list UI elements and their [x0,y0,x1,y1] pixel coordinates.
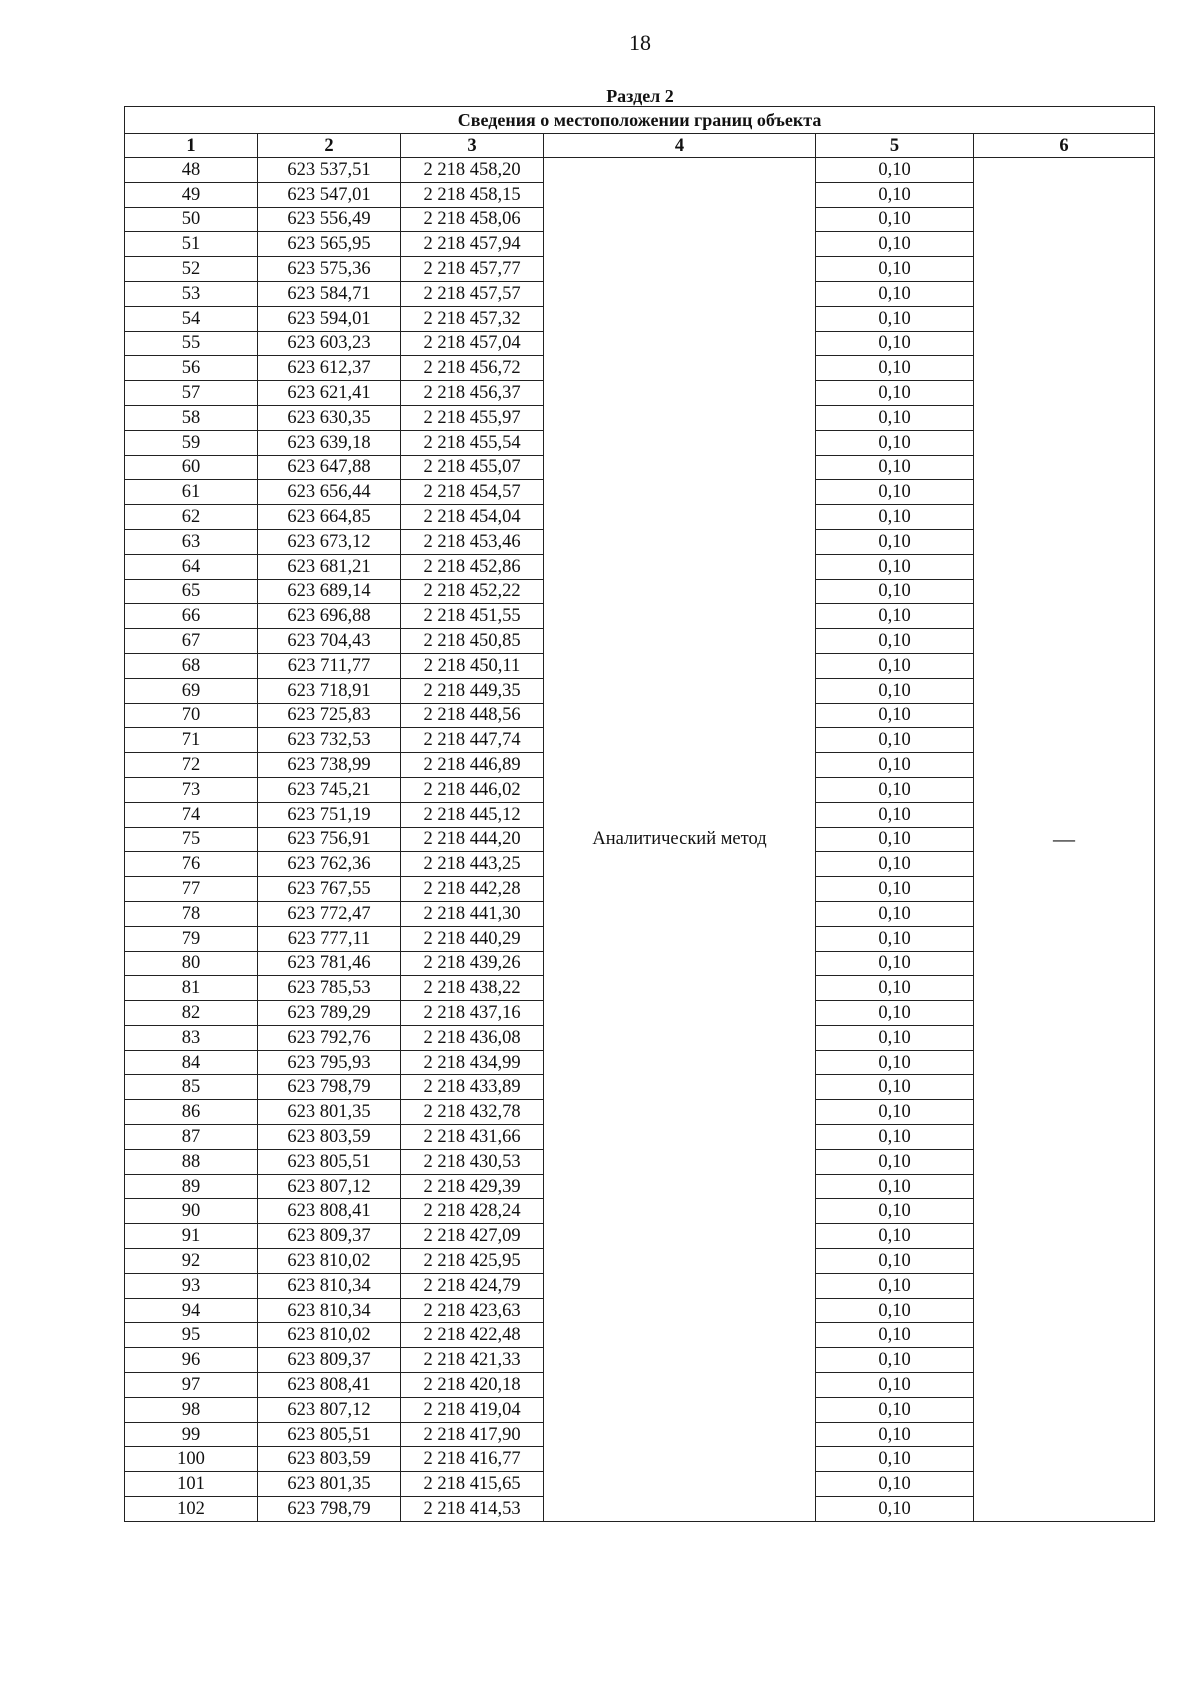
accuracy-cell: 0,10 [816,1323,974,1348]
x-coordinate-cell: 623 537,51 [258,158,401,183]
y-coordinate-cell: 2 218 452,22 [401,579,544,604]
y-coordinate-cell: 2 218 452,86 [401,554,544,579]
accuracy-cell: 0,10 [816,777,974,802]
x-coordinate-cell: 623 808,41 [258,1199,401,1224]
x-coordinate-cell: 623 584,71 [258,281,401,306]
accuracy-cell: 0,10 [816,1174,974,1199]
accuracy-cell: 0,10 [816,653,974,678]
x-coordinate-cell: 623 772,47 [258,901,401,926]
y-coordinate-cell: 2 218 457,04 [401,331,544,356]
accuracy-cell: 0,10 [816,703,974,728]
point-number-cell: 79 [125,926,258,951]
section-title: Раздел 2 [606,86,674,106]
point-number-cell: 63 [125,529,258,554]
x-coordinate-cell: 623 575,36 [258,257,401,282]
accuracy-cell: 0,10 [816,1025,974,1050]
accuracy-cell: 0,10 [816,331,974,356]
point-number-cell: 65 [125,579,258,604]
y-coordinate-cell: 2 218 454,57 [401,480,544,505]
accuracy-cell: 0,10 [816,1125,974,1150]
point-number-cell: 91 [125,1224,258,1249]
y-coordinate-cell: 2 218 450,11 [401,653,544,678]
accuracy-cell: 0,10 [816,505,974,530]
accuracy-cell: 0,10 [816,207,974,232]
x-coordinate-cell: 623 798,79 [258,1075,401,1100]
accuracy-cell: 0,10 [816,678,974,703]
x-coordinate-cell: 623 762,36 [258,852,401,877]
x-coordinate-cell: 623 810,02 [258,1323,401,1348]
y-coordinate-cell: 2 218 447,74 [401,728,544,753]
x-coordinate-cell: 623 809,37 [258,1348,401,1373]
y-coordinate-cell: 2 218 425,95 [401,1249,544,1274]
accuracy-cell: 0,10 [816,976,974,1001]
point-number-cell: 59 [125,430,258,455]
y-coordinate-cell: 2 218 445,12 [401,802,544,827]
y-coordinate-cell: 2 218 429,39 [401,1174,544,1199]
x-coordinate-cell: 623 798,79 [258,1497,401,1522]
y-coordinate-cell: 2 218 427,09 [401,1224,544,1249]
accuracy-cell: 0,10 [816,1273,974,1298]
column-number-2: 2 [258,134,401,158]
x-coordinate-cell: 623 621,41 [258,381,401,406]
point-number-cell: 82 [125,1001,258,1026]
table-row [125,158,1155,183]
accuracy-cell: 0,10 [816,877,974,902]
accuracy-cell: 0,10 [816,1100,974,1125]
y-coordinate-cell: 2 218 455,54 [401,430,544,455]
y-coordinate-cell: 2 218 420,18 [401,1373,544,1398]
point-number-cell: 75 [125,827,258,852]
y-coordinate-cell: 2 218 419,04 [401,1397,544,1422]
point-number-cell: 49 [125,182,258,207]
y-coordinate-cell: 2 218 431,66 [401,1125,544,1150]
y-coordinate-cell: 2 218 455,97 [401,405,544,430]
x-coordinate-cell: 623 547,01 [258,182,401,207]
y-coordinate-cell: 2 218 434,99 [401,1050,544,1075]
point-number-cell: 71 [125,728,258,753]
point-number-cell: 97 [125,1373,258,1398]
accuracy-cell: 0,10 [816,1447,974,1472]
x-coordinate-cell: 623 810,02 [258,1249,401,1274]
point-number-cell: 96 [125,1348,258,1373]
column-number-6: 6 [974,134,1155,158]
y-coordinate-cell: 2 218 456,72 [401,356,544,381]
x-coordinate-cell: 623 751,19 [258,802,401,827]
point-number-cell: 56 [125,356,258,381]
accuracy-cell: 0,10 [816,232,974,257]
point-number-cell: 89 [125,1174,258,1199]
x-coordinate-cell: 623 801,35 [258,1100,401,1125]
y-coordinate-cell: 2 218 457,94 [401,232,544,257]
point-number-cell: 73 [125,777,258,802]
x-coordinate-cell: 623 656,44 [258,480,401,505]
accuracy-cell: 0,10 [816,158,974,183]
y-coordinate-cell: 2 218 424,79 [401,1273,544,1298]
point-number-cell: 86 [125,1100,258,1125]
point-number-cell: 50 [125,207,258,232]
y-coordinate-cell: 2 218 446,02 [401,777,544,802]
x-coordinate-cell: 623 711,77 [258,653,401,678]
column-number-row [125,134,1155,158]
column-number-4: 4 [544,134,816,158]
accuracy-cell: 0,10 [816,356,974,381]
accuracy-cell: 0,10 [816,281,974,306]
x-coordinate-cell: 623 785,53 [258,976,401,1001]
y-coordinate-cell: 2 218 454,04 [401,505,544,530]
point-number-cell: 74 [125,802,258,827]
y-coordinate-cell: 2 218 457,32 [401,306,544,331]
x-coordinate-cell: 623 673,12 [258,529,401,554]
y-coordinate-cell: 2 218 422,48 [401,1323,544,1348]
point-number-cell: 72 [125,753,258,778]
point-number-cell: 94 [125,1298,258,1323]
y-coordinate-cell: 2 218 417,90 [401,1422,544,1447]
x-coordinate-cell: 623 767,55 [258,877,401,902]
point-number-cell: 52 [125,257,258,282]
table-caption: Сведения о местоположении границ объекта [125,107,1155,134]
accuracy-cell: 0,10 [816,579,974,604]
accuracy-cell: 0,10 [816,257,974,282]
accuracy-cell: 0,10 [816,554,974,579]
accuracy-cell: 0,10 [816,405,974,430]
y-coordinate-cell: 2 218 451,55 [401,604,544,629]
x-coordinate-cell: 623 594,01 [258,306,401,331]
y-coordinate-cell: 2 218 432,78 [401,1100,544,1125]
y-coordinate-cell: 2 218 421,33 [401,1348,544,1373]
x-coordinate-cell: 623 805,51 [258,1149,401,1174]
accuracy-cell: 0,10 [816,1050,974,1075]
point-number-cell: 88 [125,1149,258,1174]
accuracy-cell: 0,10 [816,802,974,827]
column-number-5: 5 [816,134,974,158]
y-coordinate-cell: 2 218 436,08 [401,1025,544,1050]
method-cell: Аналитический метод [544,158,816,1522]
y-coordinate-cell: 2 218 441,30 [401,901,544,926]
accuracy-cell: 0,10 [816,926,974,951]
point-number-cell: 54 [125,306,258,331]
point-number-cell: 80 [125,951,258,976]
x-coordinate-cell: 623 795,93 [258,1050,401,1075]
x-coordinate-cell: 623 612,37 [258,356,401,381]
accuracy-cell: 0,10 [816,306,974,331]
y-coordinate-cell: 2 218 456,37 [401,381,544,406]
point-number-cell: 84 [125,1050,258,1075]
point-number-cell: 87 [125,1125,258,1150]
point-number-cell: 60 [125,455,258,480]
point-number-cell: 93 [125,1273,258,1298]
x-coordinate-cell: 623 681,21 [258,554,401,579]
column-number-3: 3 [401,134,544,158]
x-coordinate-cell: 623 745,21 [258,777,401,802]
accuracy-cell: 0,10 [816,901,974,926]
x-coordinate-cell: 623 565,95 [258,232,401,257]
accuracy-cell: 0,10 [816,430,974,455]
table-body [125,158,1155,1522]
point-number-cell: 61 [125,480,258,505]
y-coordinate-cell: 2 218 438,22 [401,976,544,1001]
accuracy-cell: 0,10 [816,1348,974,1373]
column-number-1: 1 [125,134,258,158]
accuracy-cell: 0,10 [816,381,974,406]
x-coordinate-cell: 623 556,49 [258,207,401,232]
accuracy-cell: 0,10 [816,1249,974,1274]
point-number-cell: 62 [125,505,258,530]
x-coordinate-cell: 623 664,85 [258,505,401,530]
y-coordinate-cell: 2 218 430,53 [401,1149,544,1174]
y-coordinate-cell: 2 218 414,53 [401,1497,544,1522]
accuracy-cell: 0,10 [816,1199,974,1224]
accuracy-cell: 0,10 [816,182,974,207]
accuracy-cell: 0,10 [816,1373,974,1398]
point-number-cell: 66 [125,604,258,629]
y-coordinate-cell: 2 218 457,77 [401,257,544,282]
y-coordinate-cell: 2 218 440,29 [401,926,544,951]
accuracy-cell: 0,10 [816,1075,974,1100]
point-number-cell: 67 [125,629,258,654]
y-coordinate-cell: 2 218 444,20 [401,827,544,852]
y-coordinate-cell: 2 218 433,89 [401,1075,544,1100]
y-coordinate-cell: 2 218 415,65 [401,1472,544,1497]
x-coordinate-cell: 623 732,53 [258,728,401,753]
point-number-cell: 68 [125,653,258,678]
point-number-cell: 57 [125,381,258,406]
accuracy-cell: 0,10 [816,753,974,778]
accuracy-cell: 0,10 [816,1224,974,1249]
x-coordinate-cell: 623 809,37 [258,1224,401,1249]
point-number-cell: 51 [125,232,258,257]
accuracy-cell: 0,10 [816,629,974,654]
point-number-cell: 95 [125,1323,258,1348]
y-coordinate-cell: 2 218 458,20 [401,158,544,183]
point-number-cell: 48 [125,158,258,183]
x-coordinate-cell: 623 639,18 [258,430,401,455]
y-coordinate-cell: 2 218 455,07 [401,455,544,480]
column-6-cell: — [974,158,1155,1522]
point-number-cell: 70 [125,703,258,728]
x-coordinate-cell: 623 725,83 [258,703,401,728]
x-coordinate-cell: 623 810,34 [258,1298,401,1323]
x-coordinate-cell: 623 689,14 [258,579,401,604]
y-coordinate-cell: 2 218 449,35 [401,678,544,703]
x-coordinate-cell: 623 777,11 [258,926,401,951]
accuracy-cell: 0,10 [816,455,974,480]
y-coordinate-cell: 2 218 442,28 [401,877,544,902]
x-coordinate-cell: 623 704,43 [258,629,401,654]
x-coordinate-cell: 623 803,59 [258,1125,401,1150]
accuracy-cell: 0,10 [816,1472,974,1497]
y-coordinate-cell: 2 218 439,26 [401,951,544,976]
point-number-cell: 99 [125,1422,258,1447]
accuracy-cell: 0,10 [816,951,974,976]
point-number-cell: 90 [125,1199,258,1224]
x-coordinate-cell: 623 781,46 [258,951,401,976]
y-coordinate-cell: 2 218 453,46 [401,529,544,554]
accuracy-cell: 0,10 [816,827,974,852]
accuracy-cell: 0,10 [816,852,974,877]
boundary-coordinates-table [124,106,1155,1522]
point-number-cell: 64 [125,554,258,579]
y-coordinate-cell: 2 218 416,77 [401,1447,544,1472]
y-coordinate-cell: 2 218 423,63 [401,1298,544,1323]
point-number-cell: 98 [125,1397,258,1422]
point-number-cell: 85 [125,1075,258,1100]
x-coordinate-cell: 623 807,12 [258,1174,401,1199]
x-coordinate-cell: 623 807,12 [258,1397,401,1422]
point-number-cell: 69 [125,678,258,703]
x-coordinate-cell: 623 792,76 [258,1025,401,1050]
point-number-cell: 77 [125,877,258,902]
x-coordinate-cell: 623 756,91 [258,827,401,852]
accuracy-cell: 0,10 [816,728,974,753]
accuracy-cell: 0,10 [816,1397,974,1422]
y-coordinate-cell: 2 218 450,85 [401,629,544,654]
y-coordinate-cell: 2 218 448,56 [401,703,544,728]
y-coordinate-cell: 2 218 458,15 [401,182,544,207]
point-number-cell: 55 [125,331,258,356]
x-coordinate-cell: 623 718,91 [258,678,401,703]
accuracy-cell: 0,10 [816,1298,974,1323]
x-coordinate-cell: 623 789,29 [258,1001,401,1026]
accuracy-cell: 0,10 [816,1497,974,1522]
y-coordinate-cell: 2 218 458,06 [401,207,544,232]
x-coordinate-cell: 623 808,41 [258,1373,401,1398]
y-coordinate-cell: 2 218 443,25 [401,852,544,877]
y-coordinate-cell: 2 218 446,89 [401,753,544,778]
y-coordinate-cell: 2 218 457,57 [401,281,544,306]
accuracy-cell: 0,10 [816,1422,974,1447]
x-coordinate-cell: 623 803,59 [258,1447,401,1472]
point-number-cell: 53 [125,281,258,306]
x-coordinate-cell: 623 630,35 [258,405,401,430]
point-number-cell: 92 [125,1249,258,1274]
point-number-cell: 102 [125,1497,258,1522]
x-coordinate-cell: 623 603,23 [258,331,401,356]
point-number-cell: 58 [125,405,258,430]
y-coordinate-cell: 2 218 428,24 [401,1199,544,1224]
point-number-cell: 101 [125,1472,258,1497]
x-coordinate-cell: 623 738,99 [258,753,401,778]
table-caption-row [125,107,1155,134]
x-coordinate-cell: 623 696,88 [258,604,401,629]
x-coordinate-cell: 623 801,35 [258,1472,401,1497]
accuracy-cell: 0,10 [816,1001,974,1026]
y-coordinate-cell: 2 218 437,16 [401,1001,544,1026]
accuracy-cell: 0,10 [816,1149,974,1174]
accuracy-cell: 0,10 [816,480,974,505]
x-coordinate-cell: 623 805,51 [258,1422,401,1447]
x-coordinate-cell: 623 647,88 [258,455,401,480]
accuracy-cell: 0,10 [816,604,974,629]
x-coordinate-cell: 623 810,34 [258,1273,401,1298]
point-number-cell: 100 [125,1447,258,1472]
point-number-cell: 83 [125,1025,258,1050]
accuracy-cell: 0,10 [816,529,974,554]
point-number-cell: 76 [125,852,258,877]
point-number-cell: 81 [125,976,258,1001]
page-number: 18 [629,30,651,55]
point-number-cell: 78 [125,901,258,926]
